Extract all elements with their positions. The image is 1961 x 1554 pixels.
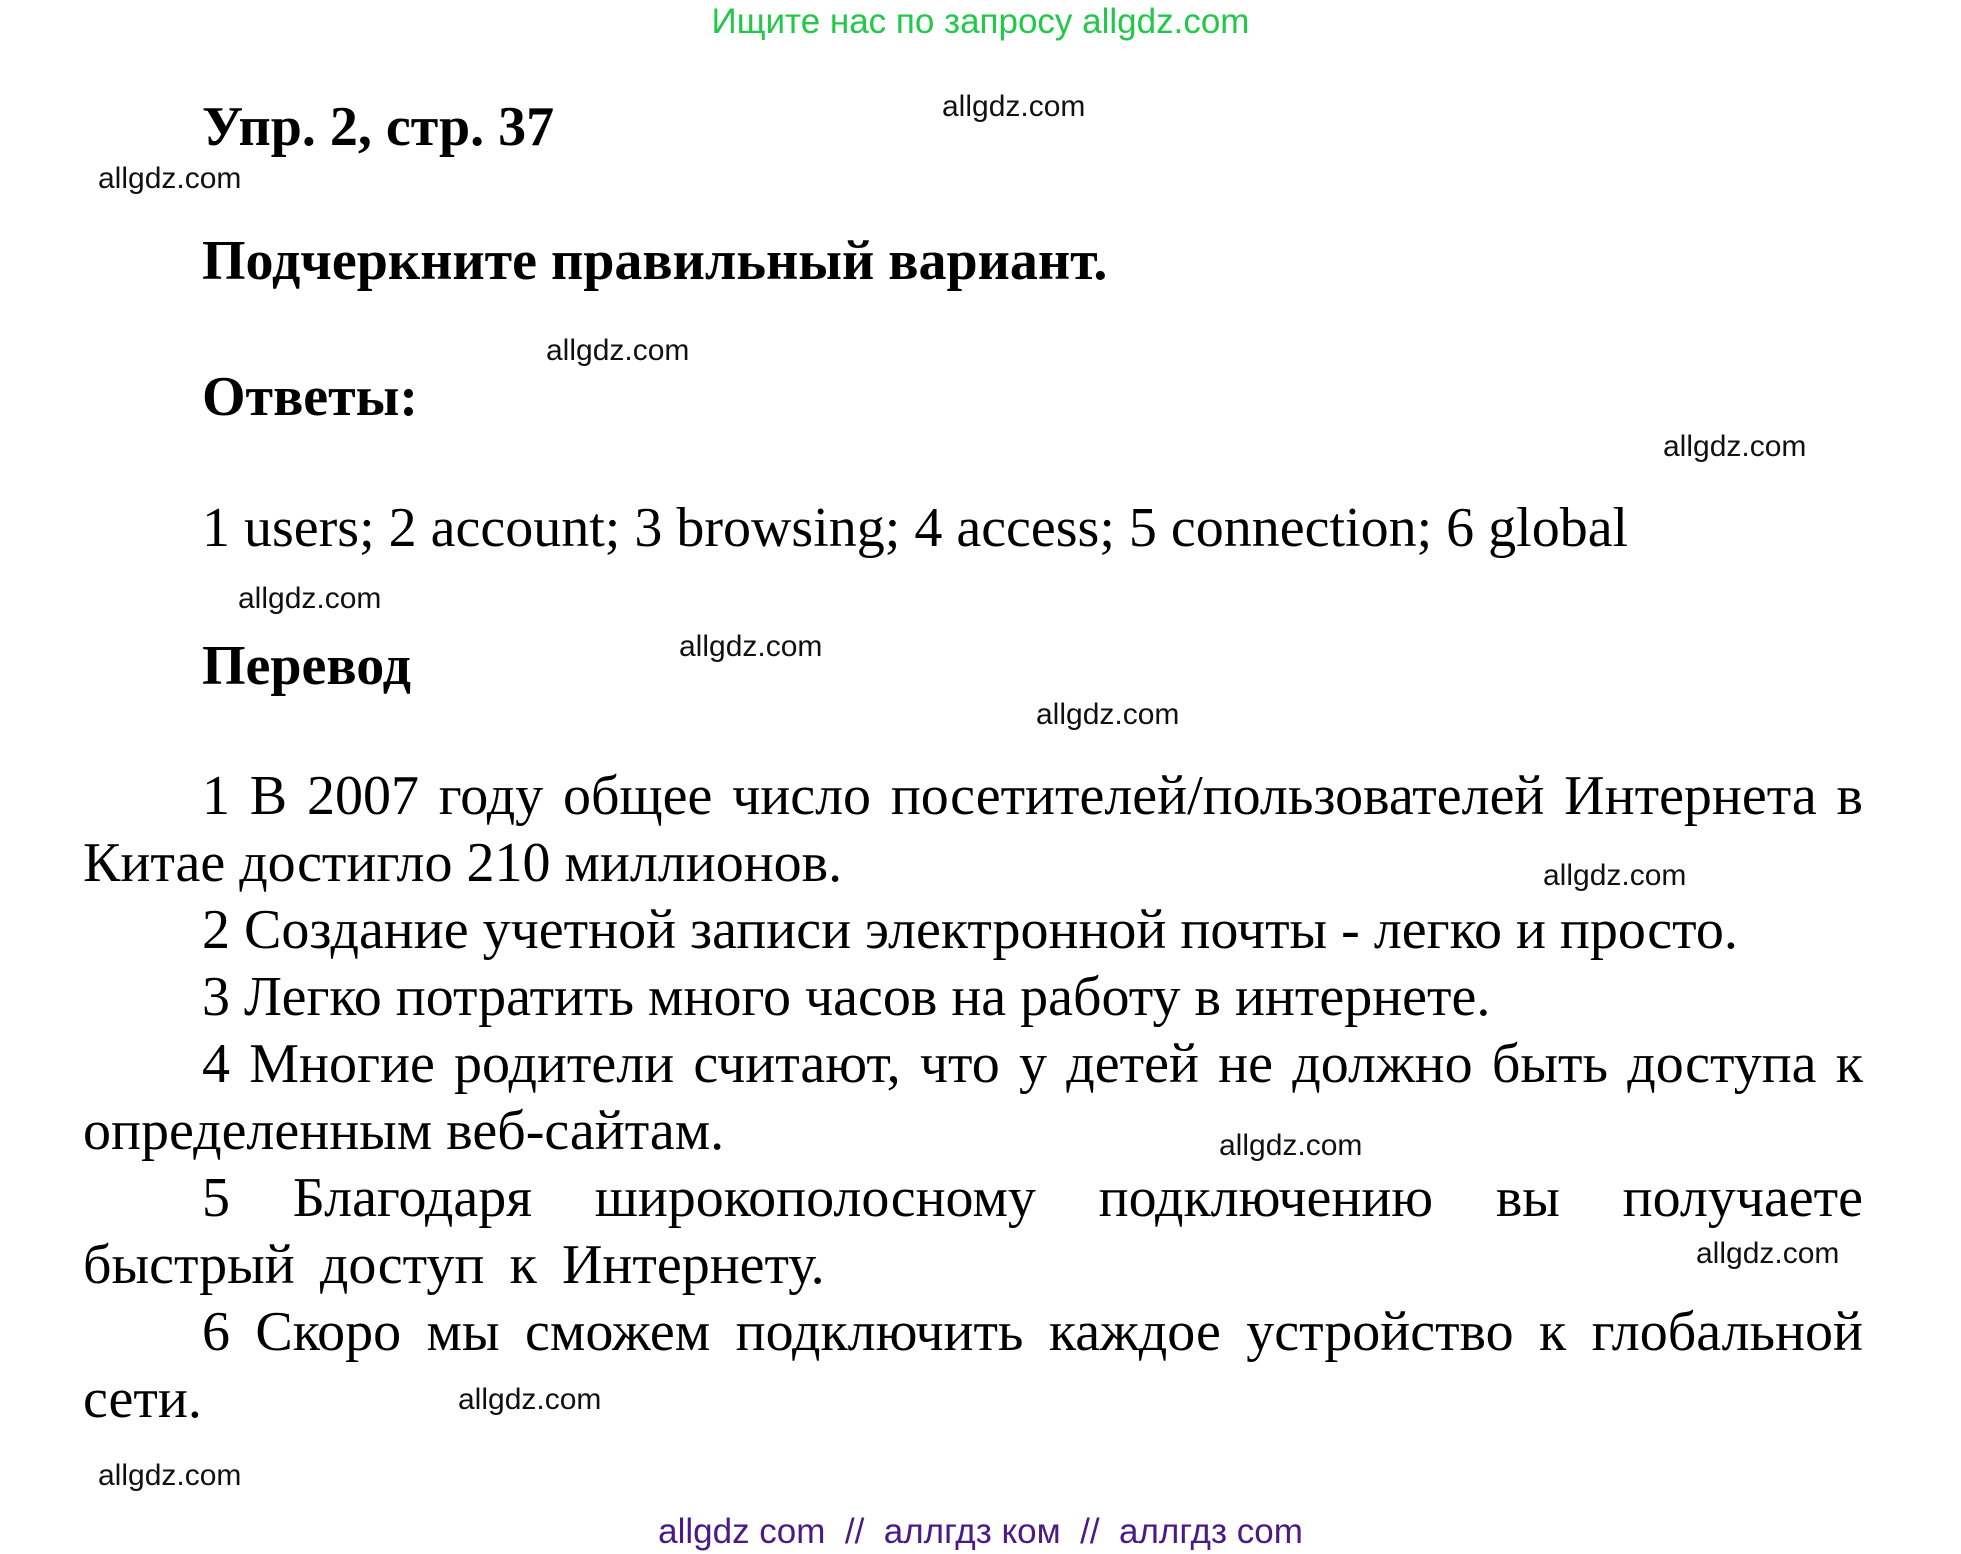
watermark: allgdz.com bbox=[1663, 430, 1807, 463]
watermark: allgdz.com bbox=[238, 582, 382, 615]
exercise-title: Упр. 2, стр. 37 bbox=[202, 96, 555, 158]
watermark: allgdz.com bbox=[679, 630, 823, 663]
translation-item-6: 6 Скоро мы сможем подключить каждое устройство к глобальной сети. bbox=[83, 1301, 1863, 1430]
watermark: allgdz.com bbox=[1696, 1237, 1840, 1270]
answers-text: 1 users; 2 account; 3 browsing; 4 access; 5 connection; 6 global bbox=[202, 497, 1629, 559]
watermark: allgdz.com bbox=[1036, 698, 1180, 731]
translation-heading: Перевод bbox=[202, 635, 411, 697]
translation-item-5: 5 Благодаря широкополосному подключению вы получаете быстрый доступ к Интернету. bbox=[83, 1167, 1863, 1296]
translation-item-1: 1 В 2007 году общее число посетителей/пользователей Интернета в Китае достигло 210 миллионов. bbox=[83, 765, 1863, 894]
watermark: allgdz.com bbox=[458, 1383, 602, 1416]
watermark: allgdz.com bbox=[98, 162, 242, 195]
bottom-banner: allgdz com // аллгдз ком // аллгдз com bbox=[658, 1512, 1303, 1551]
instruction-text: Подчеркните правильный вариант. bbox=[202, 230, 1108, 292]
watermark: allgdz.com bbox=[1219, 1129, 1363, 1162]
translation-item-4: 4 Многие родители считают, что у детей не должно быть доступа к определенным веб-сайтам. bbox=[83, 1033, 1863, 1162]
watermark: allgdz.com bbox=[98, 1459, 242, 1492]
answers-heading: Ответы: bbox=[202, 366, 419, 428]
watermark: allgdz.com bbox=[1543, 859, 1687, 892]
translation-item-3: 3 Легко потратить много часов на работу в интернете. bbox=[202, 966, 1491, 1028]
watermark: allgdz.com bbox=[546, 334, 690, 367]
top-banner: Ищите нас по запросу allgdz.com bbox=[711, 2, 1250, 41]
translation-item-2: 2 Создание учетной записи электронной почты - легко и просто. bbox=[202, 899, 1738, 961]
watermark: allgdz.com bbox=[942, 90, 1086, 123]
